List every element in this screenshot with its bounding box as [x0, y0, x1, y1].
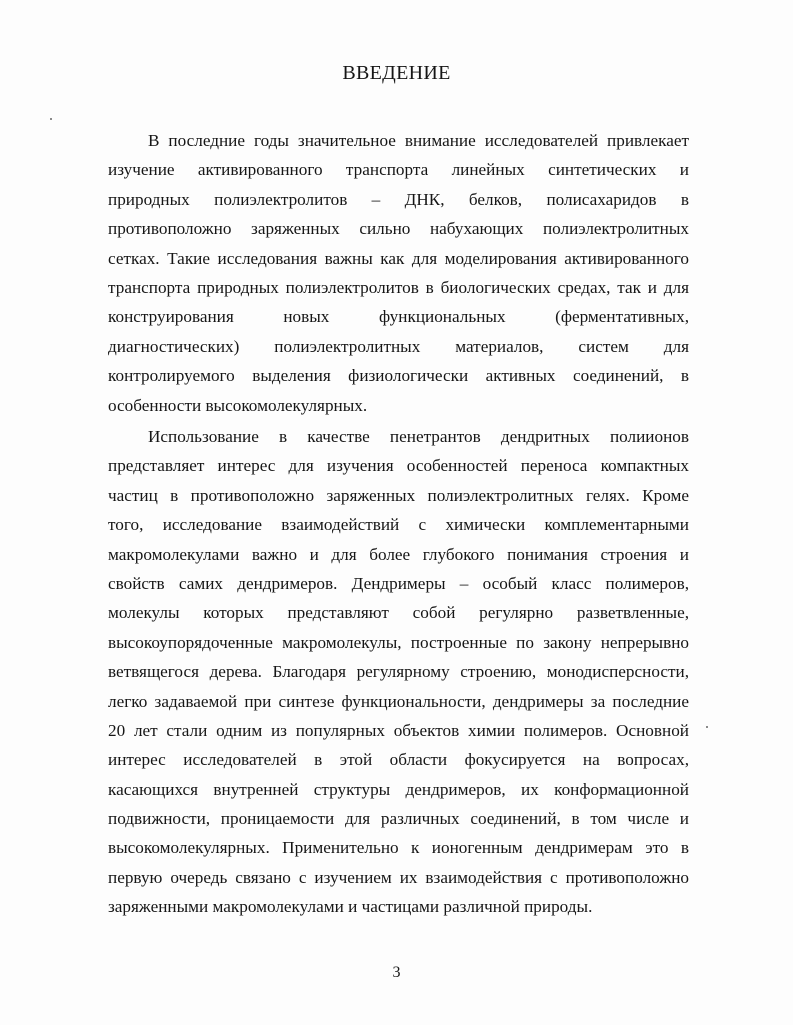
- text-line: заряженными макромолекулами и частицами различной природы.: [108, 897, 593, 917]
- text-line: Использование в качестве пенетрантов дендритных полиионов: [148, 427, 689, 446]
- text-line: представляет интерес для изучения особенностей переноса компактных: [108, 456, 689, 476]
- text-line: изучение активированного транспорта линейных синтетических и: [108, 160, 689, 180]
- text-line: В последние годы значительное внимание исследователей привлекает: [148, 131, 689, 150]
- page-title: ВВЕДЕНИЕ: [342, 62, 451, 84]
- text-line: транспорта природных полиэлектролитов в биологических средах, так и для: [108, 277, 689, 297]
- text-line: легко задаваемой при синтезе функциональности, дендримеры за последние: [108, 691, 689, 711]
- text-line: интерес исследователей в этой области фокусируется на вопросах,: [108, 750, 689, 770]
- text-line: контролируемого выделения физиологически активных соединений, в: [108, 366, 689, 386]
- text-line: молекулы которых представляют собой регулярно разветвленные,: [108, 603, 689, 623]
- text-line: высокомолекулярных. Применительно к ионогенным дендримерам это в: [108, 838, 689, 858]
- text-line: противоположно заряженных сильно набухающих полиэлектролитных: [108, 219, 689, 239]
- text-line: первую очередь связано с изучением их взаимодействия с противоположно: [108, 867, 689, 887]
- text-line: диагностических) полиэлектролитных материалов, систем для: [108, 336, 689, 356]
- scan-speck: [706, 726, 708, 728]
- text-line: частиц в противоположно заряженных полиэлектролитных гелях. Кроме: [108, 485, 689, 505]
- page-number: 3: [392, 964, 401, 981]
- paragraph-2: [108, 422, 689, 922]
- text-line: 20 лет стали одним из популярных объектов химии полимеров. Основной: [108, 720, 689, 740]
- text-line: высокоупорядоченные макромолекулы, построенные по закону непрерывно: [108, 632, 689, 652]
- text-line: подвижности, проницаемости для различных соединений, в том числе и: [108, 809, 689, 829]
- text-line: того, исследование взаимодействий с химически комплементарными: [108, 515, 689, 535]
- text-line: сетках. Такие исследования важны как для моделирования активированного: [108, 248, 689, 268]
- text-line: макромолекулами важно и для более глубокого понимания строения и: [108, 544, 689, 564]
- text-line: конструирования новых функциональных (ферментативных,: [108, 307, 689, 327]
- text-line: ветвящегося дерева. Благодаря регулярному строению, монодисперсности,: [108, 662, 689, 682]
- text-line: касающихся внутренней структуры дендримеров, их конформационной: [108, 779, 689, 799]
- scan-speck: [50, 118, 52, 120]
- text-line: свойств самих дендримеров. Дендримеры – особый класс полимеров,: [108, 573, 689, 593]
- text-line: особенности высокомолекулярных.: [108, 395, 368, 415]
- text-line: природных полиэлектролитов – ДНК, белков, полисахаридов в: [108, 189, 689, 209]
- paragraph-1: [108, 126, 689, 420]
